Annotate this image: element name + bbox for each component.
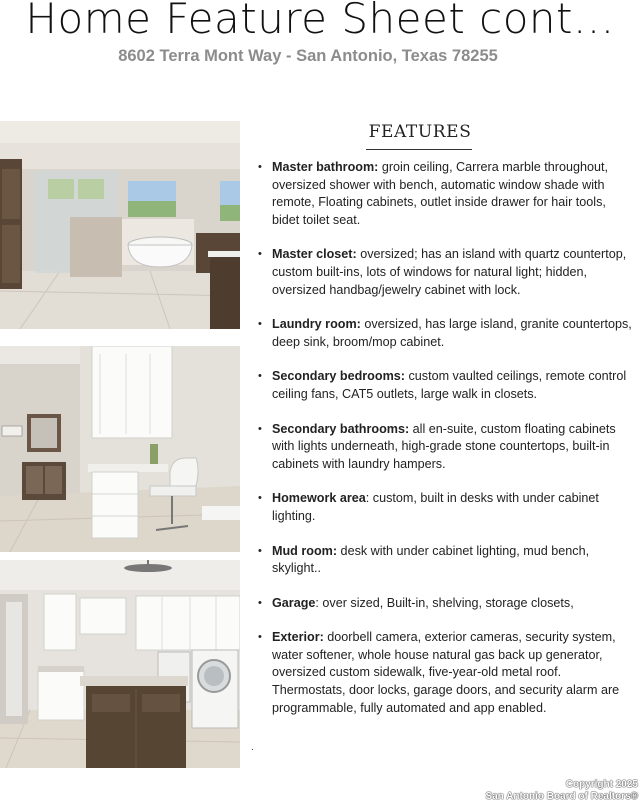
office-photo (0, 346, 240, 552)
feature-text: : custom, built in desks with under cabinet lighting. (272, 491, 599, 523)
features-heading: FEATURES (368, 122, 472, 142)
feature-garage (258, 595, 634, 613)
feature-label: Garage (272, 595, 316, 610)
feature-text: doorbell camera, exterior cameras, security system, water softener, whole house natural gas back up generator, oversized custom sidewalk, five-year-old metal roof. Thermostats, door locks, garage doors, and security alarm are programmable, fully automated and app enabled. (272, 630, 620, 715)
copyright-line: Copyright 2025 (565, 779, 638, 790)
page-title: Home Feature Sheet cont... (25, 0, 615, 43)
feature-label: Exterior: (272, 630, 324, 645)
laundry-room-photo (0, 560, 240, 768)
feature-text: : over sized, Built-in, shelving, storage closets, (315, 595, 574, 610)
feature-laundry-room (258, 316, 634, 351)
feature-text: desk with under cabinet lighting, mud bench, skylight.. (272, 543, 590, 576)
feature-secondary-bathrooms (258, 421, 634, 474)
feature-label: Master closet: (272, 247, 357, 262)
feature-label: Homework area (272, 491, 366, 506)
feature-homework-area (258, 490, 634, 525)
feature-master-closet (258, 246, 634, 299)
feature-mud-room (258, 543, 634, 578)
feature-secondary-bedrooms (258, 368, 634, 403)
feature-master-bathroom (258, 159, 634, 229)
feature-text: oversized, has large island, granite countertops, deep sink, broom/mop cabinet. (272, 317, 632, 349)
feature-label: Master bathroom: (272, 160, 379, 174)
feature-text: all en-suite, custom floating cabinets with lights underneath, high-grade stone countertops, built-in cabinets with laundry hampers. (272, 421, 616, 471)
features-divider (366, 149, 472, 150)
feature-text: custom vaulted ceilings, remote control ceiling fans, CAT5 outlets, large walk in closets. (272, 369, 627, 401)
master-bathroom-photo (0, 121, 240, 329)
copyright-board: San Antonio Board of Realtors® (485, 791, 638, 802)
property-address: 8602 Terra Mont Way - San Antonio, Texas 78255 (118, 47, 498, 65)
copyright-notice (485, 779, 638, 803)
feature-exterior (258, 629, 634, 717)
stray-mark: . (251, 742, 254, 753)
feature-label: Laundry room: (272, 317, 361, 332)
feature-text: groin ceiling, Carrera marble throughout, oversized shower with bench, automatic window shade with remote, Floating cabinets, outlet inside drawer for hair tools, bidet toilet seat. (272, 160, 608, 227)
feature-label: Mud room: (272, 543, 338, 558)
features-list (258, 159, 634, 734)
feature-label: Secondary bathrooms: (272, 421, 410, 436)
feature-text: oversized; has an island with quartz countertop, custom built-ins, lots of windows for natural light; hidden, oversized handbag/jewelry cabinet with lock. (272, 247, 627, 297)
feature-label: Secondary bedrooms: (272, 369, 405, 384)
